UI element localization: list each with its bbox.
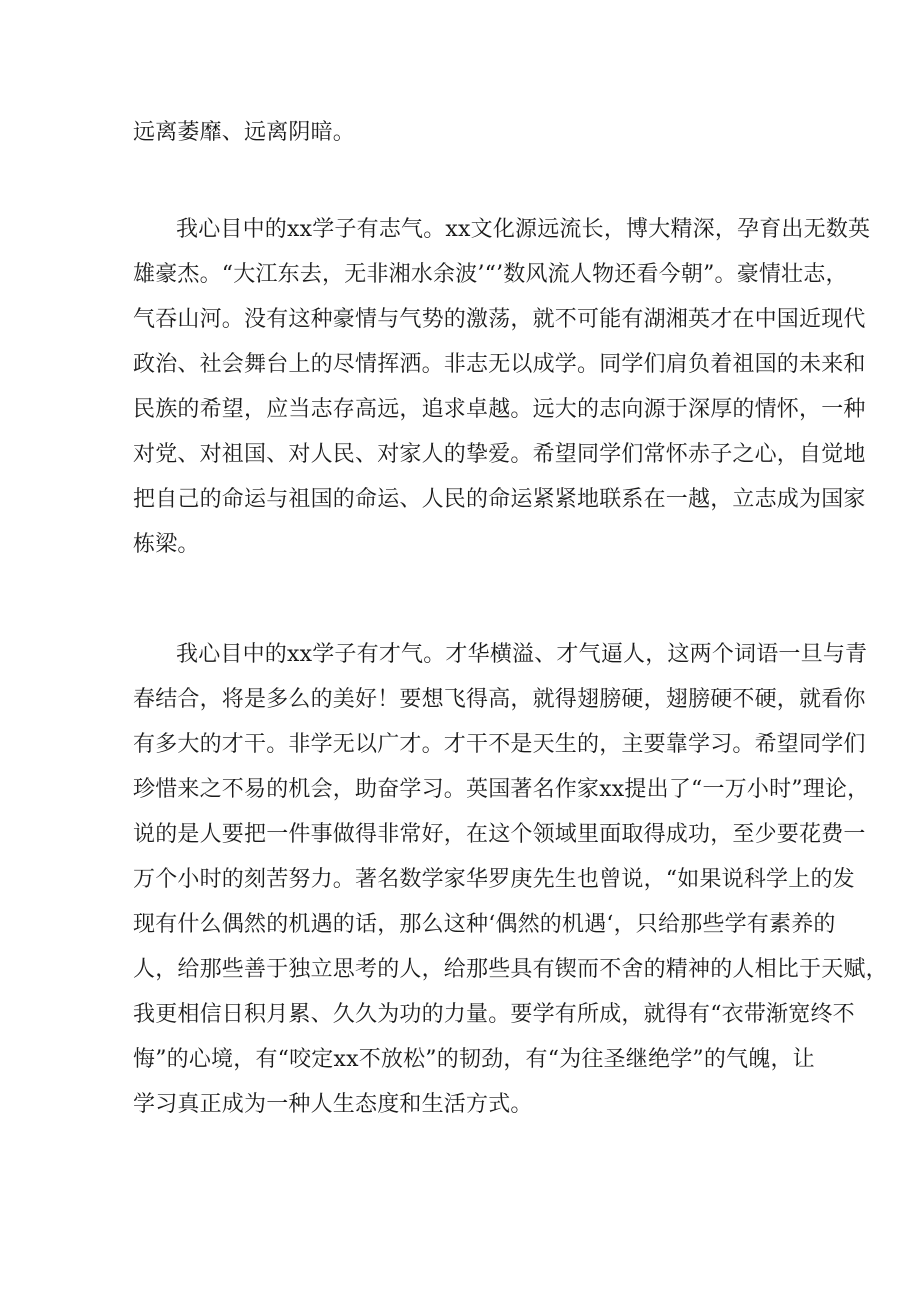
text-line: 现有什么偶然的机遇的话，那么这种‘偶然的机遇‘，只给那些学有素养的 [133, 912, 836, 937]
text-line: 气吞山河。没有这种豪情与气势的激荡，就不可能有湖湘英才在中国近现代 [133, 307, 866, 332]
text-line: 雄豪杰。“大江东去，无非湘水余波’“’数风流人物还看今朝”。豪情壮志， [133, 262, 848, 287]
text-line: 春结合，将是多么的美好！要想飞得高，就得翅膀硬，翅膀硬不硬，就看你 [133, 687, 866, 712]
text-line: 我心目中的xx学子有志气。xx文化源远流长，博大精深，孕育出无数英 [176, 217, 871, 242]
text-line: 我更相信日积月累、久久为功的力量。要学有所成，就得有“衣带渐宽终不 [133, 1002, 855, 1027]
text-line: 远离萎靡、远离阴暗。 [133, 120, 356, 145]
text-line: 我心目中的xx学子有才气。才华横溢、才气逼人，这两个词语一旦与青 [176, 642, 868, 667]
text-line: 栋梁。 [133, 532, 200, 557]
text-line: 人，给那些善于独立思考的人，给那些具有锲而不舍的精神的人相比于天赋， [133, 957, 888, 982]
text-line: 学习真正成为一种人生态度和生活方式。 [133, 1092, 533, 1117]
text-line: 有多大的才干。非学无以广才。才干不是天生的，主要靠学习。希望同学们 [133, 732, 866, 757]
text-line: 对党、对祖国、对人民、对家人的挚爱。希望同学们常怀赤子之心，自觉地 [133, 442, 866, 467]
text-line: 民族的希望，应当志存高远，追求卓越。远大的志向源于深厚的情怀，一种 [133, 397, 866, 422]
text-line: 把自己的命运与祖国的命运、人民的命运紧紧地联系在一越，立志成为国家 [133, 487, 866, 512]
text-line: 悔”的心境，有“咬定xx不放松”的韧劲，有“为往圣继绝学”的气魄，让 [133, 1047, 815, 1072]
text-line: 万个小时的刻苦努力。著名数学家华罗庚先生也曾说，“如果说科学上的发 [133, 867, 855, 892]
text-line: 说的是人要把一件事做得非常好，在这个领域里面取得成功，至少要花费一 [133, 822, 866, 847]
text-line: 政治、社会舞台上的尽情挥洒。非志无以成学。同学们肩负着祖国的未来和 [133, 352, 866, 377]
text-line: 珍惜来之不易的机会，助奋学习。英国著名作家xx提出了“一万小时”理论， [133, 777, 870, 802]
